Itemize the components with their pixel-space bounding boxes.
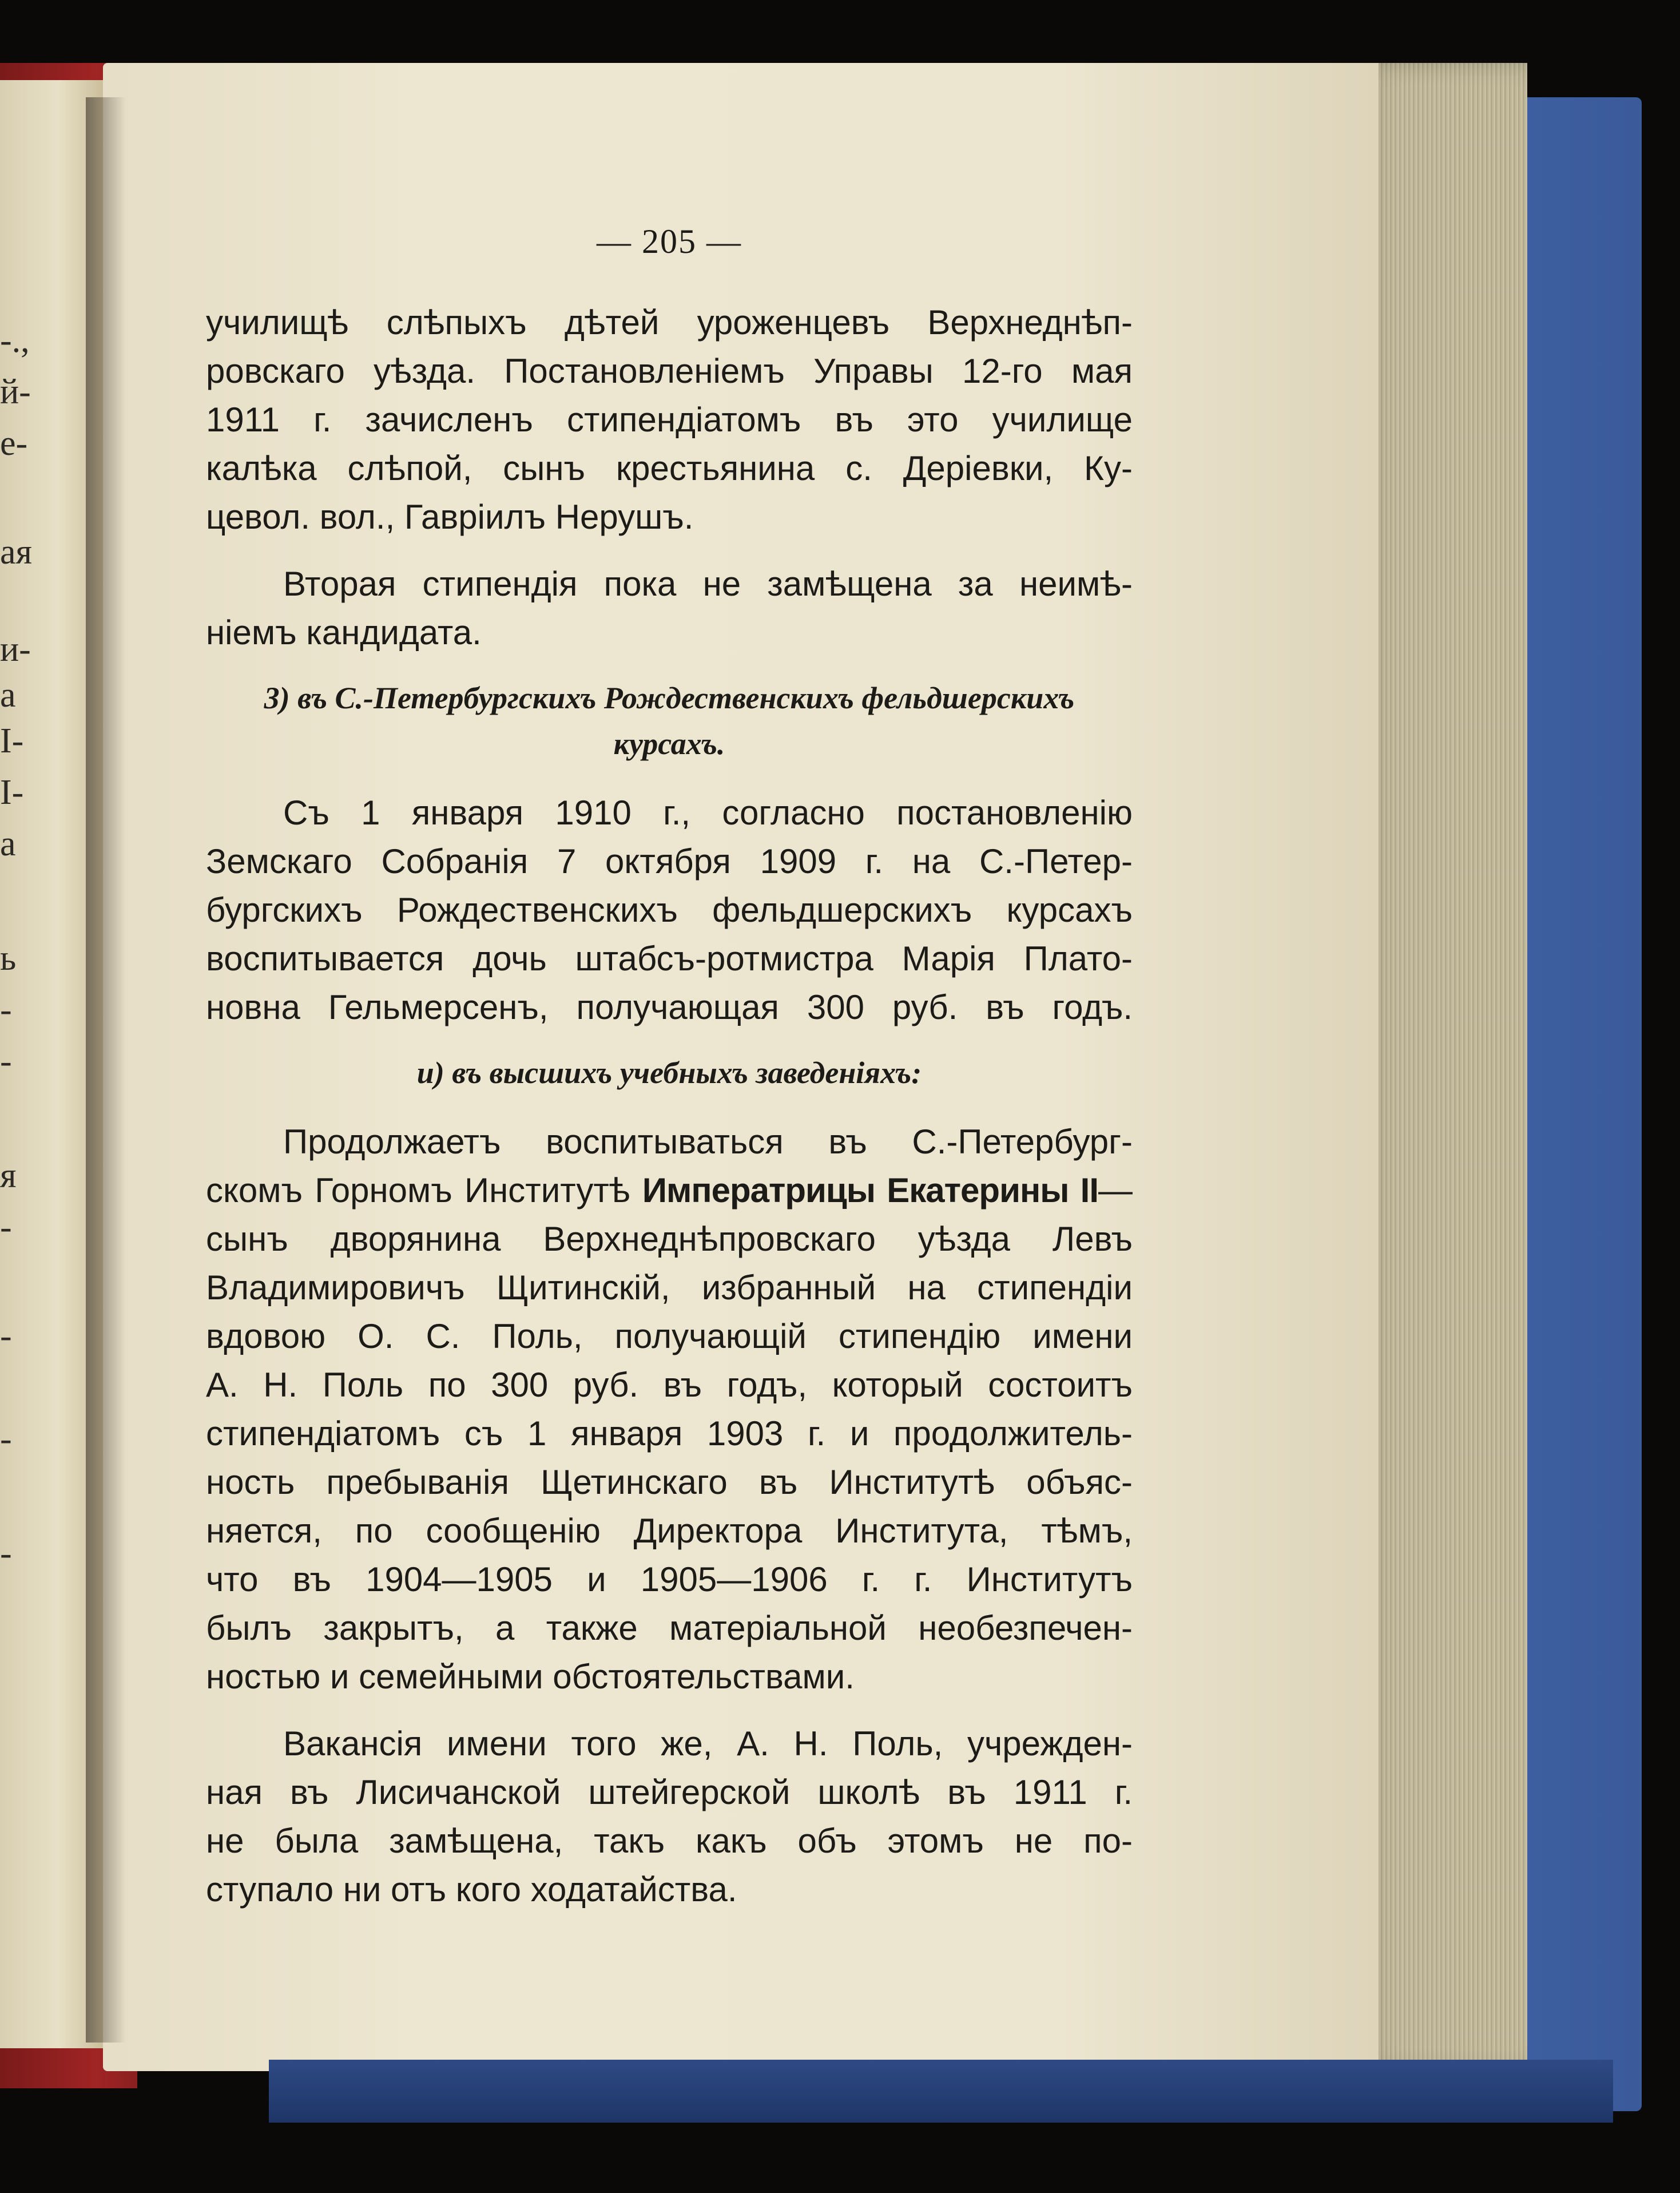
bold-institute-name: Императрицы Екатерины II bbox=[642, 1171, 1098, 1209]
gutter-shadow bbox=[86, 97, 126, 2043]
paragraph-4 bbox=[206, 1117, 1133, 1701]
text-line: сынъ дворянина Верхнеднѣпровскаго уѣзда Левъ bbox=[206, 1220, 1133, 1258]
text-line: что въ 1904—1905 и 1905—1906 г. г. Институтъ bbox=[206, 1560, 1133, 1599]
left-page-fragment: I- bbox=[0, 721, 24, 760]
heading-line: и) въ высшихъ учебныхъ заведеніяхъ: bbox=[416, 1056, 922, 1090]
heading-line: курсахъ. bbox=[613, 727, 725, 761]
text-line: ступало ни отъ кого ходатайства. bbox=[206, 1870, 737, 1909]
text-fragment: — bbox=[1098, 1171, 1133, 1209]
section-heading-3 bbox=[206, 675, 1133, 767]
left-page-fragment: - bbox=[0, 1208, 12, 1247]
text-line: цевол. вол., Гавріилъ Нерушъ. bbox=[206, 498, 694, 536]
text-fragment: скомъ Горномъ Институтѣ bbox=[206, 1171, 642, 1209]
section-heading-4 bbox=[206, 1050, 1133, 1096]
text-line: ніемъ кандидата. bbox=[206, 613, 482, 652]
page-edges bbox=[1356, 63, 1527, 2071]
left-page-fragment: а bbox=[0, 824, 16, 863]
left-page-fragment: е- bbox=[0, 424, 28, 463]
left-page-fragment: - bbox=[0, 990, 12, 1029]
page-text bbox=[206, 217, 1133, 1932]
text-line: Съ 1 января 1910 г., согласно постановленію bbox=[283, 794, 1133, 832]
left-page-fragment: - bbox=[0, 1316, 12, 1355]
text-line: воспитывается дочь штабсъ-ротмистра Марія Плато- bbox=[206, 939, 1133, 978]
left-page-fragment: ь bbox=[0, 939, 17, 978]
text-line: былъ закрытъ, а также матеріальной необезпечен- bbox=[206, 1609, 1133, 1647]
text-line: училищѣ слѣпыхъ дѣтей уроженцевъ Верхнеднѣп- bbox=[206, 303, 1133, 342]
left-page-fragment: й- bbox=[0, 372, 31, 411]
cover-bottom bbox=[269, 2060, 1613, 2123]
left-page-fragment: и- bbox=[0, 630, 31, 669]
text-line: Земскаго Собранія 7 октября 1909 г. на С.-Петер- bbox=[206, 842, 1133, 881]
text-line: Вакансія имени того же, А. Н. Поль, учрежден- bbox=[283, 1724, 1133, 1763]
text-line: новна Гельмерсенъ, получающая 300 руб. въ годъ. bbox=[206, 988, 1133, 1026]
text-line: бургскихъ Рождественскихъ фельдшерскихъ курсахъ bbox=[206, 891, 1133, 929]
left-page-fragment: а bbox=[0, 676, 16, 715]
text-line: няется, по сообщенію Директора Института, тѣмъ, bbox=[206, 1512, 1133, 1550]
text-line: Владимировичъ Щитинскій, избранный на стипендіи bbox=[206, 1268, 1133, 1307]
text-line: вдовою О. С. Поль, получающій стипендію имени bbox=[206, 1317, 1133, 1355]
text-line: 1911 г. зачисленъ стипендіатомъ въ это училище bbox=[206, 400, 1133, 439]
text-line: не была замѣщена, такъ какъ объ этомъ не по- bbox=[206, 1822, 1133, 1860]
left-page-fragment: I- bbox=[0, 773, 24, 812]
left-page-fragment: - bbox=[0, 1042, 12, 1081]
paragraph-1 bbox=[206, 298, 1133, 541]
left-page-fragment: -., bbox=[0, 321, 30, 360]
text-line: стипендіатомъ съ 1 января 1903 г. и продолжитель- bbox=[206, 1414, 1133, 1453]
heading-line: 3) въ С.-Петербургскихъ Рождественскихъ фельдшерскихъ bbox=[264, 681, 1075, 715]
text-line bbox=[206, 1166, 1133, 1215]
left-page-fragment: - bbox=[0, 1534, 12, 1573]
text-line: ностью и семейными обстоятельствами. bbox=[206, 1657, 855, 1696]
paragraph-3 bbox=[206, 788, 1133, 1032]
text-line: А. Н. Поль по 300 руб. въ годъ, который состоитъ bbox=[206, 1366, 1133, 1404]
left-page-fragment: ая bbox=[0, 533, 33, 572]
text-line: ровскаго уѣзда. Постановленіемъ Управы 12-го мая bbox=[206, 352, 1133, 390]
page-number: — 205 — bbox=[597, 223, 742, 260]
text-line: ная въ Лисичанской штейгерской школѣ въ 1911 г. bbox=[206, 1773, 1133, 1811]
left-page-fragment: я bbox=[0, 1156, 17, 1195]
text-line: калѣка слѣпой, сынъ крестьянина с. Деріевки, Ку- bbox=[206, 449, 1133, 487]
text-line: Продолжаетъ воспитываться въ С.-Петербург- bbox=[283, 1123, 1133, 1161]
text-line: Вторая стипендія пока не замѣщена за неимѣ- bbox=[283, 565, 1133, 603]
paragraph-2 bbox=[206, 560, 1133, 657]
paragraph-5 bbox=[206, 1719, 1133, 1914]
left-page-fragment: - bbox=[0, 1419, 12, 1458]
text-line: ность пребыванія Щетинскаго въ Институтѣ объяс- bbox=[206, 1463, 1133, 1501]
